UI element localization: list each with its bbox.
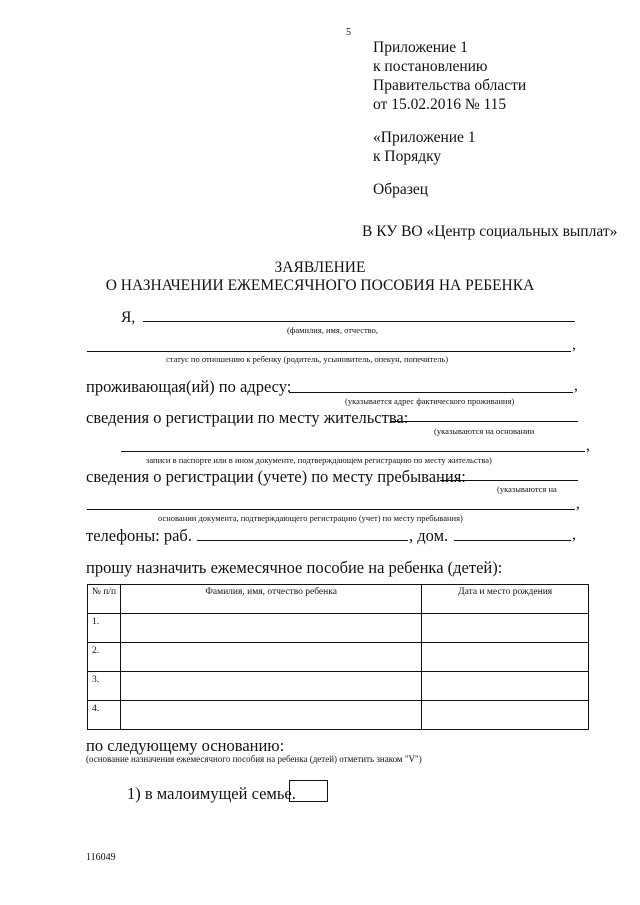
birth-info-cell[interactable] <box>422 672 589 701</box>
table-row <box>88 614 589 643</box>
appendix-line-4: от 15.02.2016 № 115 <box>373 96 507 113</box>
child-name-cell[interactable] <box>120 701 421 730</box>
child-name-cell[interactable] <box>120 672 421 701</box>
stay-hint: (указываются на <box>497 484 557 494</box>
sample-label: Образец <box>373 181 429 198</box>
basis-option-1-checkbox[interactable] <box>289 780 328 802</box>
status-hint: статус по отношению к ребенку (родитель, усыновитель, опекун, попечитель) <box>166 354 449 364</box>
addressee: В КУ ВО «Центр социальных выплат» <box>362 223 618 240</box>
stay-input-line[interactable] <box>440 480 578 481</box>
phones-comma: , <box>572 526 576 543</box>
appendix-line-1: Приложение 1 <box>373 39 468 56</box>
header-child-name: Фамилия, имя, отчество ребенка <box>120 585 421 614</box>
registration-hint: (указываются на основании <box>434 426 535 436</box>
table-row <box>88 672 589 701</box>
birth-info-cell[interactable] <box>422 643 589 672</box>
request-text: прошу назначить ежемесячное пособие на ребенка (детей): <box>86 558 503 577</box>
stay-input-line-2[interactable] <box>87 509 575 510</box>
birth-info-cell[interactable] <box>422 614 589 643</box>
address-comma: , <box>574 377 578 394</box>
table-header-row <box>88 585 589 614</box>
fio-hint: (фамилия, имя, отчество, <box>287 325 379 335</box>
sub-appendix-line-2: к Порядку <box>373 148 442 165</box>
document-title: ЗАЯВЛЕНИЕ <box>274 259 366 276</box>
children-table <box>87 584 589 730</box>
footer-code: 116049 <box>86 852 116 863</box>
address-hint: (указывается адрес фактического проживания) <box>345 396 515 406</box>
header-birth-info: Дата и место рождения <box>422 585 589 614</box>
birth-info-cell[interactable] <box>422 701 589 730</box>
basis-label: по следующему основанию: <box>86 736 285 755</box>
status-comma: , <box>572 336 576 353</box>
header-number: № п/п <box>88 585 121 614</box>
phones-label: телефоны: раб. <box>86 526 192 545</box>
table-row <box>88 701 589 730</box>
registration-hint-2: записи в паспорте или в ином документе, подтверждающем регистрацию по месту жительства) <box>146 455 492 465</box>
i-label: Я, <box>121 309 136 326</box>
stay-hint-2: основании документа, подтверждающего регистрацию (учет) по месту пребывания) <box>158 513 463 523</box>
document-subtitle: О НАЗНАЧЕНИИ ЕЖЕМЕСЯЧНОГО ПОСОБИЯ НА РЕБЕНКА <box>105 277 535 294</box>
appendix-line-3: Правительства области <box>373 77 527 94</box>
address-label: проживающая(ий) по адресу: <box>86 377 292 396</box>
fio-input-line[interactable] <box>143 321 575 322</box>
basis-option-1-label: 1) в малоимущей семье. <box>127 784 296 803</box>
child-name-cell[interactable] <box>120 643 421 672</box>
stay-label: сведения о регистрации (учете) по месту пребывания: <box>86 467 466 486</box>
home-phone-input-line[interactable] <box>454 540 571 541</box>
row-number: 2. <box>88 643 121 672</box>
home-phone-label: , дом. <box>409 526 449 545</box>
registration-label: сведения о регистрации по месту жительства: <box>86 408 409 427</box>
row-number: 1. <box>88 614 121 643</box>
registration-comma: , <box>586 437 590 454</box>
registration-input-line-2[interactable] <box>121 451 585 452</box>
child-name-cell[interactable] <box>120 614 421 643</box>
table-row <box>88 643 589 672</box>
sub-appendix-line-1: «Приложение 1 <box>373 129 476 146</box>
status-input-line[interactable] <box>87 351 571 352</box>
appendix-line-2: к постановлению <box>373 58 488 75</box>
registration-input-line[interactable] <box>391 421 578 422</box>
page-number: 5 <box>346 27 351 38</box>
basis-hint: (основание назначения ежемесячного пособия на ребенка (детей) отметить знаком "V") <box>86 754 422 764</box>
row-number: 3. <box>88 672 121 701</box>
stay-comma: , <box>576 495 580 512</box>
row-number: 4. <box>88 701 121 730</box>
address-input-line[interactable] <box>289 392 573 393</box>
work-phone-input-line[interactable] <box>197 540 408 541</box>
